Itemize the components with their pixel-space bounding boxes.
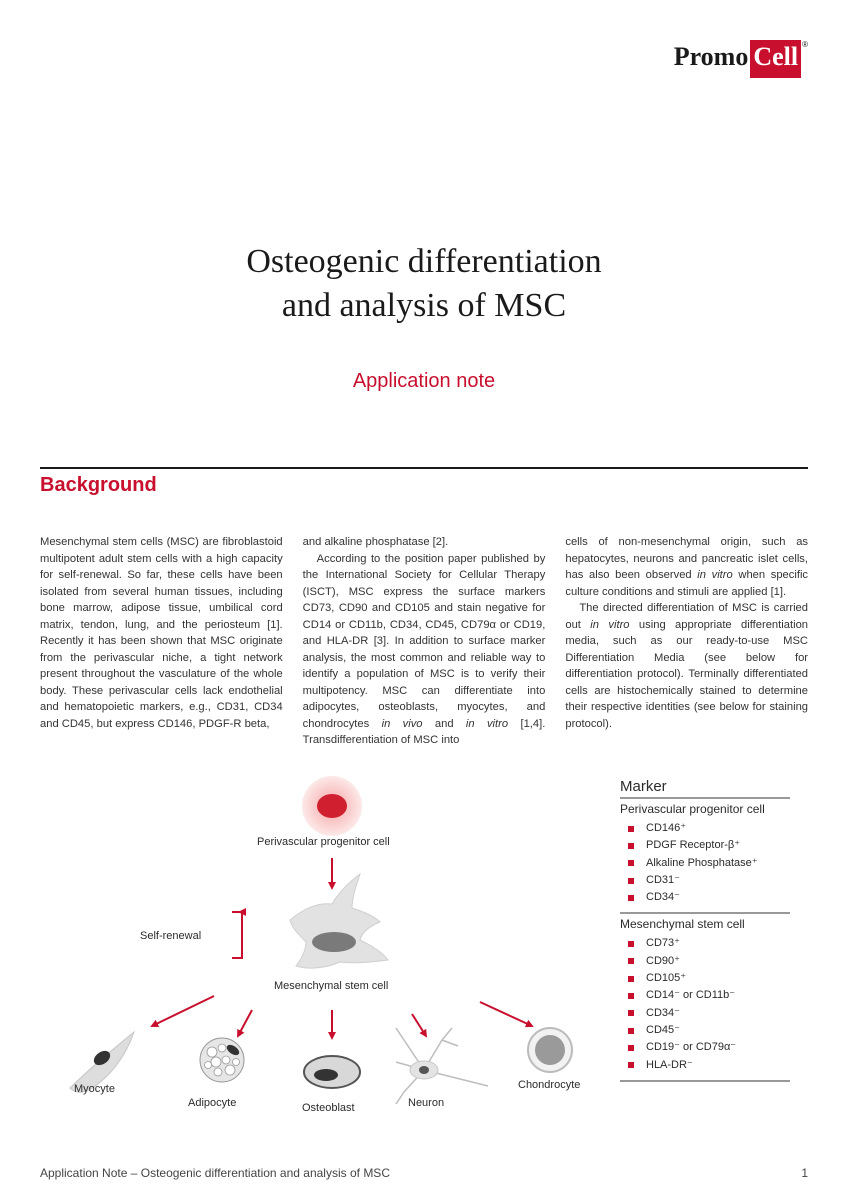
label-myocyte: Myocyte — [74, 1083, 115, 1095]
marker-item-label: CD146⁺ — [646, 822, 687, 834]
marker-item — [620, 935, 790, 952]
neuron-nucleus-icon — [419, 1066, 429, 1074]
marker-item-label: CD45⁻ — [646, 1023, 680, 1036]
paragraph: and alkaline phosphatase [2]. — [302, 536, 449, 548]
label-chondrocyte: Chondrocyte — [518, 1079, 581, 1091]
marker-item-label: CD19⁻ or CD79α⁻ — [646, 1041, 737, 1054]
paragraph — [565, 600, 808, 732]
bullet-square-icon — [628, 1045, 634, 1051]
label-adipocyte: Adipocyte — [188, 1097, 237, 1109]
page-title-line1: Osteogenic differentiation — [246, 243, 602, 280]
page-subtitle: Application note — [352, 370, 496, 392]
marker-item-label: CD105⁺ — [646, 972, 687, 985]
paragraph: Mesenchymal stem cells (MSC) are fibroblastoid multipotent adult stem cells with a high capacity for self-renewal. So far, these cells have been isolated from several human tissues, including bone marrow, adipose tissue, umbilical cord matrix, tendon, lung, and the periosteum [1]. Recently it has been shown that MSC originate from the perivascular niche, a tight network present throughout the vasculature of the whole body. These perivascular cells lack endothelial and hematopoietic markers, e.g., CD31, CD34 and CD45, but express CD146, PDGF-R beta, — [40, 536, 283, 730]
neuron-icon — [396, 1028, 488, 1104]
text-run: and — [422, 717, 466, 730]
mesenchymal-stem-cell-icon — [290, 874, 388, 968]
perivascular-cell-icon — [302, 776, 362, 836]
page-footer — [40, 1166, 808, 1180]
marker-group-title: Mesenchymal stem cell — [620, 917, 745, 932]
bullet-square-icon — [628, 860, 634, 866]
marker-item — [620, 953, 790, 970]
bullet-square-icon — [628, 878, 634, 884]
marker-item-label: CD14⁻ or CD11b⁻ — [646, 989, 736, 1002]
self-renewal-bracket — [232, 912, 242, 958]
text-run: using appropriate differentiation media, such as our ready-to-use MSC Differentiation Media (see below for differentiation protocol). Terminally differentiated cells are histochemically stained to determine their respective identities (see below for staining protocol). — [565, 618, 809, 730]
body-columns — [40, 534, 808, 749]
bullet-square-icon — [628, 826, 634, 832]
bullet-square-icon — [628, 895, 634, 901]
italic-run: in vitro — [697, 569, 733, 581]
bullet-square-icon — [628, 1028, 634, 1034]
text-run: when specific culture conditions and stimuli are applied [1]. — [565, 569, 809, 598]
page-title — [0, 240, 848, 328]
marker-item — [620, 1057, 790, 1074]
arrow-icon — [480, 1002, 532, 1026]
arrow-icon — [152, 996, 214, 1026]
text-column-2 — [303, 534, 546, 749]
paragraph — [303, 551, 546, 749]
osteoblast-icon — [304, 1056, 360, 1088]
marker-panel — [620, 778, 790, 1082]
section-divider — [40, 467, 808, 469]
italic-run: in vitro — [590, 618, 630, 631]
label-self-renewal: Self-renewal — [140, 930, 202, 942]
marker-panel-title: Marker — [620, 778, 790, 799]
text-run: The directed differentiation of MSC is carried out — [565, 602, 809, 631]
section-heading-background: Background — [40, 474, 157, 496]
label-mesenchymal-stem-cell: Mesenchymal stem cell — [274, 980, 389, 992]
paragraph — [565, 534, 808, 600]
text-run: [1,4]. Transdifferentiation of MSC into — [302, 717, 546, 746]
adipocyte-icon — [200, 1038, 244, 1082]
marker-item — [620, 872, 790, 889]
label-osteoblast: Osteoblast — [302, 1102, 355, 1114]
marker-item — [620, 855, 790, 872]
marker-item-label: PDGF Receptor-β⁺ — [646, 839, 741, 852]
italic-run: in vitro — [465, 717, 509, 730]
italic-run: in vivo — [381, 717, 423, 730]
logo-cell-text: Cell — [750, 40, 801, 78]
bullet-square-icon — [628, 993, 634, 999]
marker-item — [620, 1022, 790, 1039]
marker-item-label: CD90⁺ — [646, 954, 680, 967]
arrow-icon — [238, 1010, 252, 1036]
arrow-icon — [412, 1014, 426, 1036]
page-number: 1 — [801, 1166, 808, 1180]
bullet-square-icon — [628, 843, 634, 849]
marker-item-label: Alkaline Phosphatase⁺ — [646, 856, 758, 869]
marker-item — [620, 987, 790, 1004]
marker-item — [620, 1039, 790, 1056]
logo-registered-mark: ® — [802, 40, 808, 49]
marker-item-label: CD73⁺ — [646, 937, 680, 950]
bullet-square-icon — [628, 1010, 634, 1016]
footer-text: Application Note – Osteogenic differentiation and analysis of MSC — [40, 1166, 390, 1180]
marker-item — [620, 1005, 790, 1022]
marker-item — [620, 820, 790, 837]
page-title-line2: and analysis of MSC — [281, 287, 567, 324]
marker-item-label: CD34⁻ — [646, 891, 680, 904]
marker-group-divider — [620, 912, 790, 914]
text-run: cells of non-mesenchymal origin, such as hepatocytes, neurons and pancreatic islet cells, has also been observed — [565, 536, 809, 581]
logo-promo-text: Promo — [673, 42, 749, 71]
label-neuron: Neuron — [408, 1097, 445, 1109]
marker-group-title: Perivascular progenitor cell — [620, 802, 765, 816]
marker-item-label: HLA-DR⁻ — [646, 1058, 693, 1071]
bullet-square-icon — [628, 1062, 634, 1068]
text-column-1 — [40, 534, 283, 749]
marker-item — [620, 837, 790, 854]
marker-item — [620, 970, 790, 987]
differentiation-figure — [40, 770, 808, 1150]
promocell-logo — [674, 40, 808, 78]
chondrocyte-icon — [528, 1028, 572, 1072]
bullet-square-icon — [628, 976, 634, 982]
marker-item-label: CD31⁻ — [646, 873, 680, 886]
marker-group-divider — [620, 1080, 790, 1082]
marker-item — [620, 889, 790, 906]
text-run: According to the position paper published by the International Society for Cellular Therapy (ISCT), MSC express the surface markers CD73, CD90 and CD105 and stain negative for CD14 or CD11b, CD34, CD45, CD79α or CD19, and HLA-DR [3]. In addition to surface marker analysis, the most common and reliable way to identify a population of MSC is to verify their multipotency. MSC can differentiate into adipocytes, osteoblasts, myocytes, and chondrocytes — [302, 552, 546, 730]
marker-item-label: CD34⁻ — [646, 1006, 680, 1019]
text-column-3 — [565, 534, 808, 749]
bullet-square-icon — [628, 941, 634, 947]
label-perivascular-progenitor-cell: Perivascular progenitor cell — [257, 836, 390, 848]
bullet-square-icon — [628, 958, 634, 964]
